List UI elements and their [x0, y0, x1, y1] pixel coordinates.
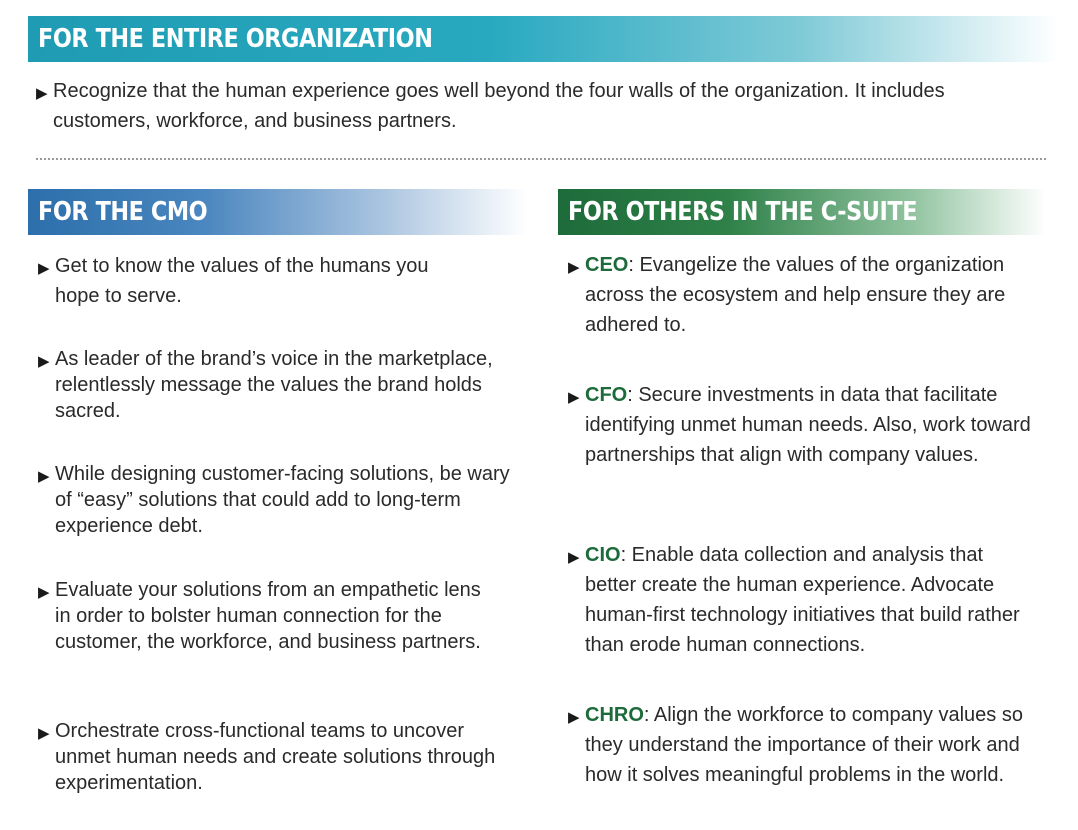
triangle-bullet-icon: ▶ [568, 259, 580, 276]
section-banner-csuite [558, 189, 1046, 235]
role-label: CFO [585, 384, 628, 406]
role-label: CHRO [585, 704, 644, 726]
bullet-text: While designing customer-facing solutions, be wary of “easy” solutions that could add to long-term experience debt. [55, 463, 510, 537]
dotted-divider [36, 158, 1046, 160]
list-item [568, 380, 1038, 470]
triangle-bullet-icon: ▶ [568, 389, 580, 406]
bullet-text: Recognize that the human experience goes well beyond the four walls of the organization. It includes customers, workforce, and business partners. [53, 80, 945, 132]
section-title-organization: FOR THE ENTIRE ORGANIZATION [38, 24, 433, 54]
section-title-cmo: FOR THE CMO [38, 197, 208, 227]
list-item [38, 461, 518, 539]
triangle-bullet-icon: ▶ [568, 549, 580, 566]
list-item [38, 718, 518, 796]
list-item [38, 346, 508, 424]
section-banner-organization [28, 16, 1058, 62]
bullet-text: As leader of the brand’s voice in the marketplace, relentlessly message the values the brand holds sacred. [55, 348, 493, 422]
role-description: : Enable data collection and analysis that better create the human experience. Advocate human-first technology initiatives that build rather than erode human connections. [585, 544, 1020, 656]
section-title-csuite: FOR OTHERS IN THE C-SUITE [568, 197, 918, 227]
section-banner-cmo [28, 189, 528, 235]
bullet-text: Get to know the values of the humans you hope to serve. [55, 255, 429, 307]
bullet-text: Evaluate your solutions from an empathetic lens in order to bolster human connection for the customer, the workforce, and business partners. [55, 579, 481, 653]
list-item [38, 251, 478, 311]
list-item [568, 700, 1043, 790]
role-label: CIO [585, 544, 621, 566]
triangle-bullet-icon: ▶ [38, 725, 50, 742]
triangle-bullet-icon: ▶ [38, 584, 50, 601]
triangle-bullet-icon: ▶ [38, 468, 50, 485]
list-item [568, 540, 1038, 660]
role-description: : Align the workforce to company values so they understand the importance of their work and how it solves meaningful problems in the world. [585, 704, 1023, 786]
triangle-bullet-icon: ▶ [38, 353, 50, 370]
role-description: : Evangelize the values of the organization across the ecosystem and help ensure they are adhered to. [585, 254, 1006, 336]
triangle-bullet-icon: ▶ [568, 709, 580, 726]
list-item [38, 577, 498, 655]
list-item [36, 76, 1036, 136]
triangle-bullet-icon: ▶ [38, 260, 50, 277]
role-description: : Secure investments in data that facilitate identifying unmet human needs. Also, work toward partnerships that align with company values. [585, 384, 1031, 466]
list-item [568, 250, 1043, 340]
role-label: CEO [585, 254, 629, 276]
triangle-bullet-icon: ▶ [36, 85, 48, 102]
bullet-text: Orchestrate cross-functional teams to uncover unmet human needs and create solutions through experimentation. [55, 720, 496, 794]
